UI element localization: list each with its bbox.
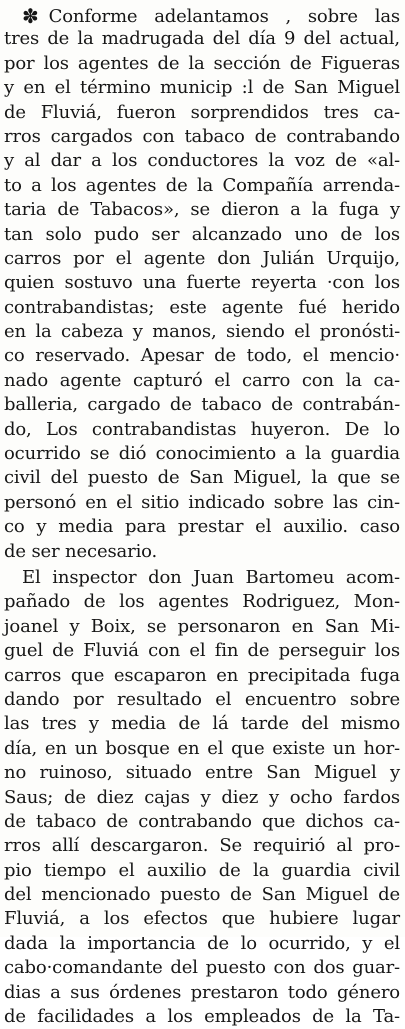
text-line: de ser necesario. xyxy=(4,540,158,562)
text-line: contrabandistas; este agente fué herido xyxy=(4,296,400,318)
text-line: de Fluviá, fueron sorprendidos tres ca- xyxy=(4,101,400,123)
text-line: balleria, cargado de tabaco de contrabán- xyxy=(4,394,400,416)
text-line: en la cabeza y manos, siendo el pronósti- xyxy=(4,321,400,343)
text-line: por los agentes de la sección de Figueras xyxy=(4,52,400,74)
text-line: las tres y media de lá tarde del mismo xyxy=(4,713,400,735)
text-line: rros allí descargaron. Se requirió al pro- xyxy=(4,835,400,857)
text-line: Fluviá, a los efectos que hubiere lugar xyxy=(4,908,400,930)
text-line: guel de Fluviá con el fin de perseguir los xyxy=(4,640,400,662)
text-line: del mencionado puesto de San Miguel de xyxy=(4,884,400,906)
text-line: rros cargados con tabaco de contrabando xyxy=(4,125,400,147)
text-line: pio tiempo el auxilio de la guardia civil xyxy=(4,859,400,881)
text-line: to a los agentes de la Compañía arrenda- xyxy=(4,174,400,196)
text-line: taria de Tabacos», se dieron a la fuga y xyxy=(4,199,400,221)
text-line: carros por el agente don Julián Urquijo, xyxy=(4,247,400,269)
text-line: Saus; de diez cajas y diez y ocho fardos xyxy=(4,786,400,808)
text-line: tres de la madrugada del día 9 del actual, xyxy=(4,28,400,50)
text-line: co y media para prestar el auxilio. caso xyxy=(4,516,400,538)
text-line: do, Los contrabandistas huyeron. De lo xyxy=(4,418,400,440)
text-line: cabo·comandante del puesto con dos guar- xyxy=(4,957,400,979)
text-line: civil del puesto de San Miguel, la que se xyxy=(4,467,400,489)
text-line: El inspector don Juan Bartomeu acom- xyxy=(22,566,400,588)
text-line: dando por resultado el encuentro sobre xyxy=(4,688,400,710)
text-line: y al dar a los conductores la voz de «al- xyxy=(4,150,400,172)
text-line: ocurrido se dió conocimiento a la guardia xyxy=(4,443,400,465)
paragraph-1 xyxy=(4,3,400,564)
text-line: co reservado. Apesar de todo, el menciο· xyxy=(4,345,400,367)
text-line: personó en el sitio indicado sobre las cin- xyxy=(4,491,400,513)
text-line: pañado de los agentes Rodriguez, Mon- xyxy=(4,591,400,613)
text-line: de facilidades a los empleados de la Ta- xyxy=(4,1006,400,1028)
text-line: quien sostuvo una fuerte reyerta ·con los xyxy=(4,272,400,294)
text-line: día, en un bosque en el que existe un hor- xyxy=(4,737,400,759)
text-line: no ruinoso, situado entre San Miguel y xyxy=(4,762,400,784)
text-line: de tabaco de contrabando que dichos ca- xyxy=(4,810,400,832)
text-line: tan solo pudo ser alcanzado uno de los xyxy=(4,223,400,245)
text-line xyxy=(4,3,400,27)
text-line: dada la importancia de lo ocurrido, y el xyxy=(4,932,400,954)
paragraph-2 xyxy=(4,566,400,1029)
text-line: joanel y Boix, se personaron en San Mi- xyxy=(4,615,400,637)
text-line: dias a sus órdenes prestaron todo género xyxy=(4,981,400,1003)
asterism-ornament: ✽ xyxy=(22,4,39,28)
text-line: nado agente capturó el carro con la ca- xyxy=(4,369,400,391)
text-line-content: Conforme adelantamos , sobre las xyxy=(48,6,400,27)
text-line: carros que escaparon en precipitada fuga xyxy=(4,664,400,686)
text-line: y en el término municip :l de San Miguel xyxy=(4,77,400,99)
article-column xyxy=(4,3,400,1029)
